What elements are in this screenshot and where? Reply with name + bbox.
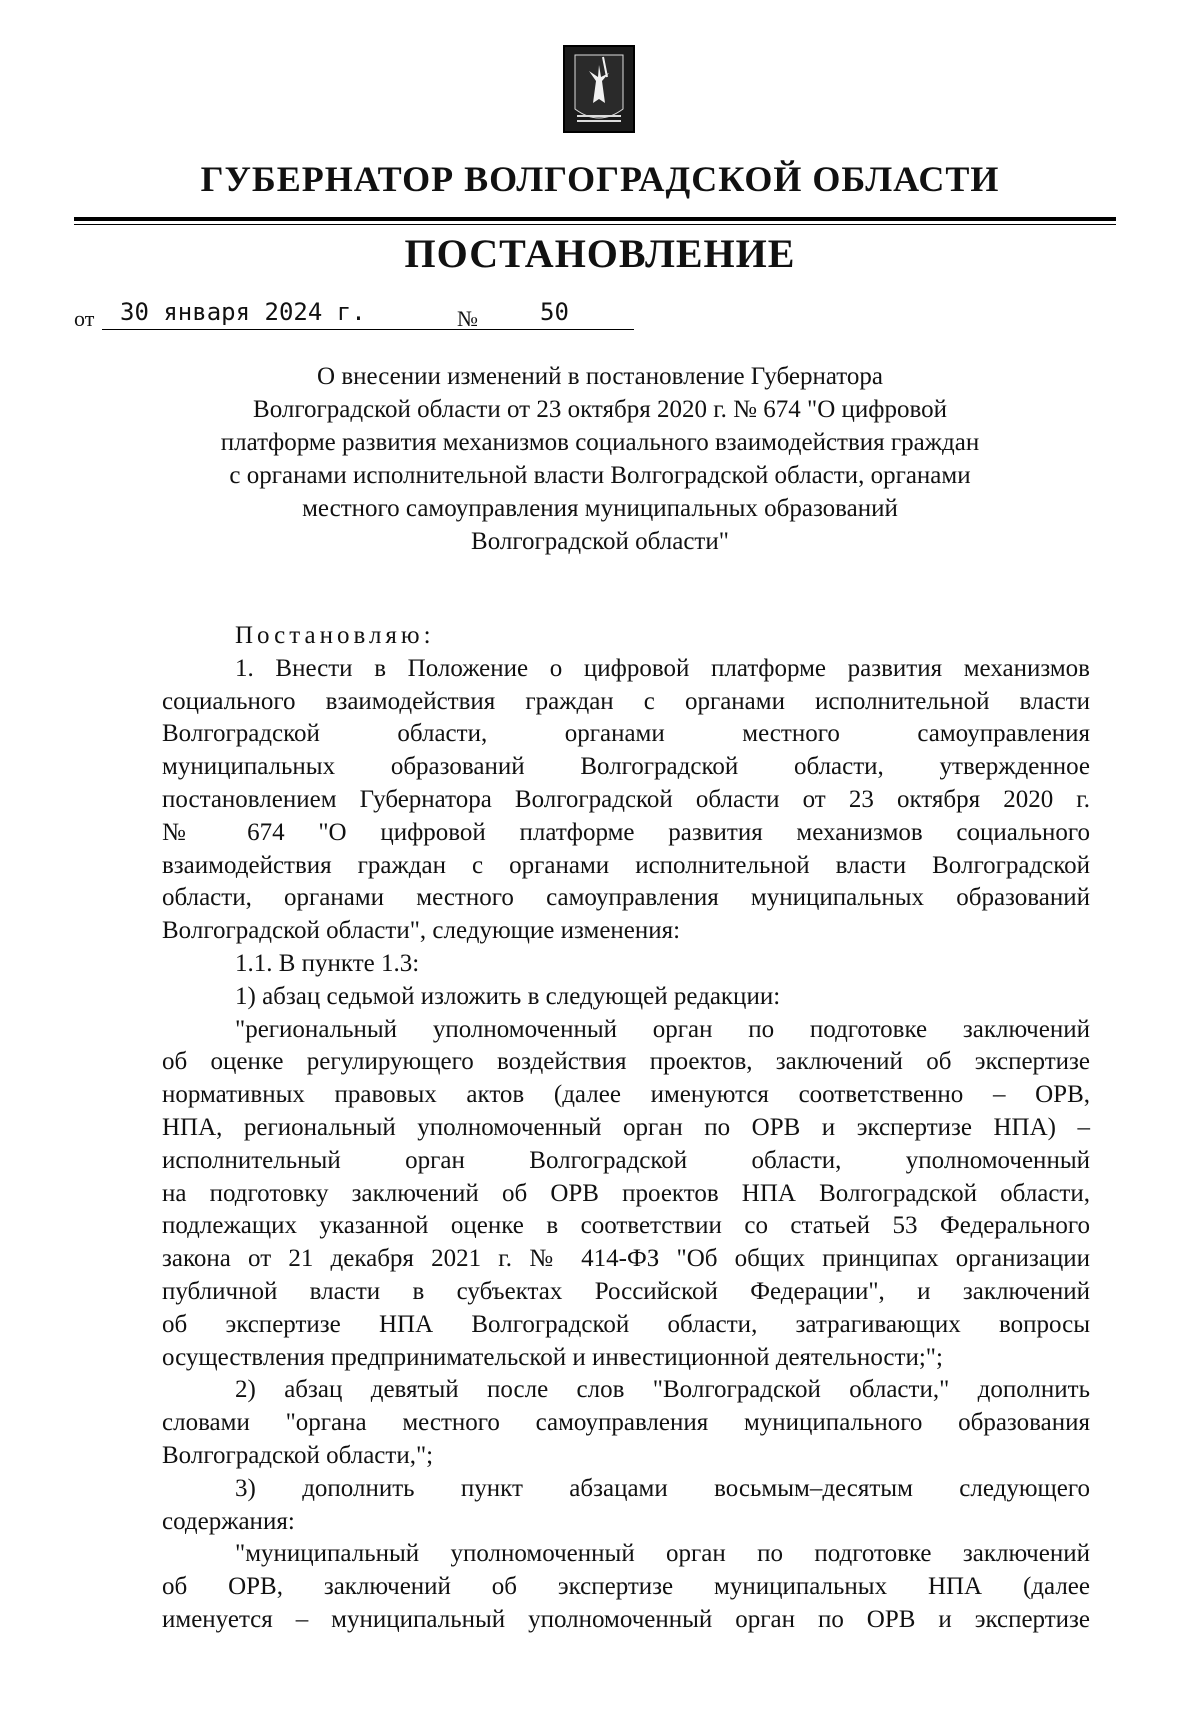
coat-of-arms-icon xyxy=(563,45,635,133)
body-line: муниципальных образований Волгоградской области, утвержденное xyxy=(162,753,1090,781)
body-line: области, органами местного самоуправления муниципальных образований xyxy=(162,884,1090,912)
header-rule-thin xyxy=(74,224,1116,225)
title-line: с органами исполнительной власти Волгоградской области, органами xyxy=(229,462,971,489)
body-line: словами "органа местного самоуправления муниципального образования xyxy=(162,1409,1090,1437)
title-line: О внесении изменений в постановление Губернатора xyxy=(317,363,883,390)
body-line: постановлением Губернатора Волгоградской области от 23 октября 2020 г. xyxy=(162,785,1090,813)
date-from-label: от xyxy=(74,306,95,331)
body-line: исполнительный орган Волгоградской области, уполномоченный xyxy=(162,1146,1090,1174)
title-line: Волгоградской области от 23 октября 2020 г. № 674 "О цифровой xyxy=(253,396,947,423)
document-number: 50 xyxy=(488,298,634,330)
document-title xyxy=(160,360,1040,558)
body-line: Волгоградской области, органами местного самоуправления xyxy=(162,720,1090,748)
header-rule-thick xyxy=(74,217,1116,221)
body-line: на подготовку заключений об ОРВ проектов НПА Волгоградской области, xyxy=(162,1179,1090,1207)
document-body xyxy=(162,620,1090,1637)
body-line: публичной власти в субъектах Российской Федерации", и заключений xyxy=(162,1277,1090,1305)
resolution-word: Постановляю: xyxy=(235,622,435,649)
body-line: социального взаимодействия граждан с органами исполнительной власти xyxy=(162,687,1090,715)
body-line: закона от 21 декабря 2021 г. № 414-ФЗ "Об общих принципах организации xyxy=(162,1245,1090,1273)
body-line: именуется – муниципальный уполномоченный орган по ОРВ и экспертизе xyxy=(162,1605,1090,1633)
body-line: 1.1. В пункте 1.3: xyxy=(235,949,420,977)
body-line: нормативных правовых актов (далее именуются соответственно – ОРВ, xyxy=(162,1081,1090,1109)
body-line: об ОРВ, заключений об экспертизе муниципальных НПА (далее xyxy=(162,1573,1090,1601)
body-line: об оценке регулирующего воздействия проектов, заключений об экспертизе xyxy=(162,1048,1090,1076)
body-line: "муниципальный уполномоченный орган по подготовке заключений xyxy=(235,1540,1090,1568)
document-date: 30 января 2024 г. xyxy=(102,298,512,330)
body-line: Волгоградской области", следующие изменения: xyxy=(162,917,681,945)
body-line: Волгоградской области,"; xyxy=(162,1441,434,1469)
body-line: об экспертизе НПА Волгоградской области, затрагивающих вопросы xyxy=(162,1310,1090,1338)
body-line: № 674 "О цифровой платформе развития механизмов социального xyxy=(162,818,1090,846)
body-line: подлежащих указанной оценке в соответствии со статьей 53 Федерального xyxy=(162,1212,1090,1240)
title-line: платформе развития механизмов социального взаимодействия граждан xyxy=(220,429,980,456)
title-line: местного самоуправления муниципальных образований xyxy=(302,495,898,522)
body-line: 1. Внести в Положение о цифровой платформе развития механизмов xyxy=(235,654,1090,682)
body-line: осуществления предпринимательской и инвестиционной деятельности;"; xyxy=(162,1343,943,1371)
body-line: 3) дополнить пункт абзацами восьмым–десятым следующего xyxy=(235,1474,1090,1502)
body-line: "региональный уполномоченный орган по подготовке заключений xyxy=(235,1015,1090,1043)
document-type-title: ПОСТАНОВЛЕНИЕ xyxy=(404,231,796,276)
body-line: 2) абзац девятый после слов "Волгоградской области," дополнить xyxy=(235,1376,1090,1404)
body-line: 1) абзац седьмой изложить в следующей редакции: xyxy=(235,982,781,1010)
authority-title: ГУБЕРНАТОР ВОЛГОГРАДСКОЙ ОБЛАСТИ xyxy=(200,159,1000,199)
title-line: Волгоградской области" xyxy=(471,528,729,555)
number-label: № xyxy=(457,306,478,331)
body-line: НПА, региональный уполномоченный орган по ОРВ и экспертизе НПА) – xyxy=(162,1113,1090,1141)
body-line: взаимодействия граждан с органами исполнительной власти Волгоградской xyxy=(162,851,1090,879)
body-line: содержания: xyxy=(162,1507,295,1535)
